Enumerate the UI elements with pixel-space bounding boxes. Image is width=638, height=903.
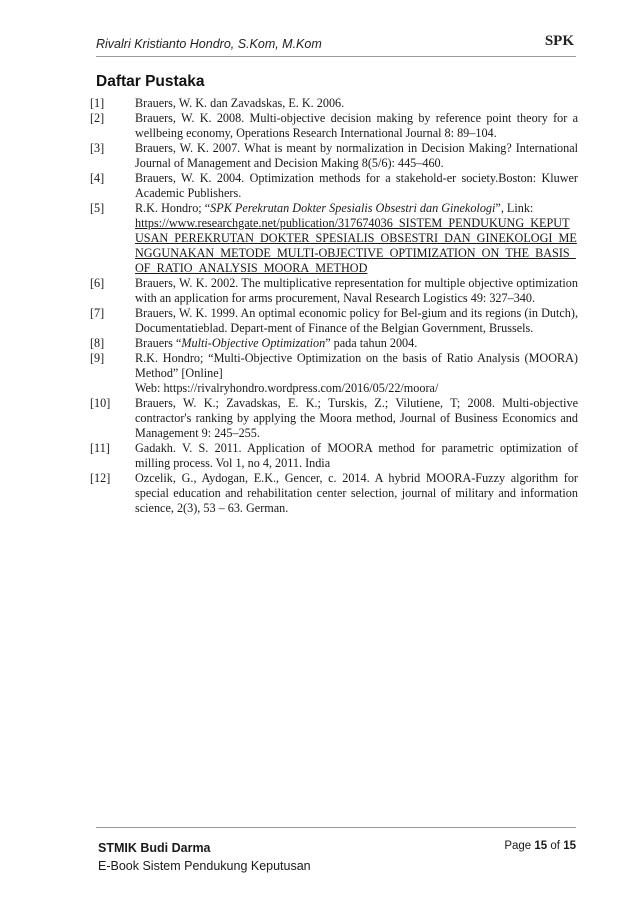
reference-suffix: ” pada tahun 2004. [325,336,418,350]
reference-suffix: ”, Link: [495,201,534,215]
reference-item [90,276,578,306]
reference-prefix: Brauers “ [135,336,182,350]
reference-text: Brauers, W. K. dan Zavadskas, E. K. 2006. [135,96,345,110]
reference-text: Brauers, W. K. 1999. An optimal economic policy for Bel-gium and its regions (in Dutch), Documentatieblad. Depart-ment of Finance of the Belgian Government, Brussels. [135,306,578,335]
reference-item [90,336,578,351]
reference-number: [9] [90,351,105,365]
reference-number: [6] [90,276,105,290]
reference-list [90,96,578,516]
reference-number: [8] [90,336,105,350]
reference-item [90,471,578,516]
reference-text: Ozcelik, G., Aydogan, E.K., Gencer, c. 2014. A hybrid MOORA-Fuzzy algorithm for special education and rehabilitation center selection, journal of military and information science, 2(3), 53 – 63. German. [135,471,578,515]
page-title: Daftar Pustaka [96,73,205,90]
reference-item [90,171,578,201]
reference-number: [10] [90,396,111,410]
reference-item [90,441,578,471]
footer-book-title: E-Book Sistem Pendukung Keputusan [98,859,311,873]
reference-text: Gadakh. V. S. 2011. Application of MOORA method for parametric optimization of milling process. Vol 1, no 4, 2011. India [135,441,578,470]
reference-item [90,351,578,396]
reference-item [90,396,578,441]
reference-number: [3] [90,141,105,155]
reference-text: Brauers, W. K. 2004. Optimization methods for a stakehold-er society.Boston: Kluwer Academic Publishers. [135,171,578,200]
page-total: 15 [563,840,576,852]
reference-link[interactable]: https://www.researchgate.net/publication/317674036_SISTEM_PENDUKUNG_KEPUTUSAN_PEREKRUTAN_DOKTER_SPESIALIS_OBSESTRI_DAN_GINEKOLOGI_MENGGUNAKAN_METODE_MULTI-OBJECTIVE_OPTIMIZATION_ON_THE_BASIS_OF_RATIO_ANALYSIS_MOORA_METHOD [135,216,577,275]
reference-text [135,351,578,396]
reference-prefix: R.K. Hondro; “ [135,201,211,215]
reference-number: [7] [90,306,105,320]
page-current: 15 [534,840,548,852]
reference-number: [2] [90,111,105,125]
reference-web: Web: https://rivalryhondro.wordpress.com/2016/05/22/moora/ [135,381,439,395]
reference-number: [4] [90,171,105,185]
page-number [504,840,576,852]
header-author: Rivalri Kristianto Hondro, S.Kom, M.Kom [96,37,322,51]
page-word: Page [504,840,532,852]
reference-text [135,201,578,276]
reference-text [135,336,578,351]
header-code: SPK [544,33,574,49]
reference-text: Brauers, W. K. 2007. What is meant by normalization in Decision Making? International Journal of Management and Decision Making 8(5/6): 445–460. [135,141,578,170]
reference-main: R.K. Hondro; “Multi-Objective Optimization on the basis of Ratio Analysis (MOORA) Method” [Online] [135,351,578,380]
reference-item [90,111,578,141]
reference-item [90,201,578,276]
page-of: of [550,840,560,852]
reference-item [90,306,578,336]
reference-number: [5] [90,201,105,215]
reference-item [90,141,578,171]
reference-text: Brauers, W. K. 2008. Multi-objective decision making by reference point theory for a wellbeing economy, Operations Research International Journal 8: 89–104. [135,111,578,140]
reference-italic-title: Multi-Objective Optimization [181,336,326,350]
reference-text: Brauers, W. K. 2002. The multiplicative representation for multiple objective optimization with an application for arms procurement, Naval Research Logistics 49: 327–340. [135,276,578,305]
reference-number: [11] [90,441,110,455]
reference-item [90,96,578,111]
reference-number: [1] [90,96,105,110]
page-footer [96,827,576,888]
page-header [96,30,576,57]
reference-number: [12] [90,471,111,485]
reference-text: Brauers, W. K.; Zavadskas, E. K.; Turskis, Z.; Vilutiene, T; 2008. Multi-objective contractor's ranking by applying the Moora method, Journal of Business Economics and Management 9: 245–255. [135,396,578,440]
reference-italic-title: SPK Perekrutan Dokter Spesialis Obsestri dan Ginekologi [210,201,496,215]
footer-institution: STMIK Budi Darma [98,841,211,855]
